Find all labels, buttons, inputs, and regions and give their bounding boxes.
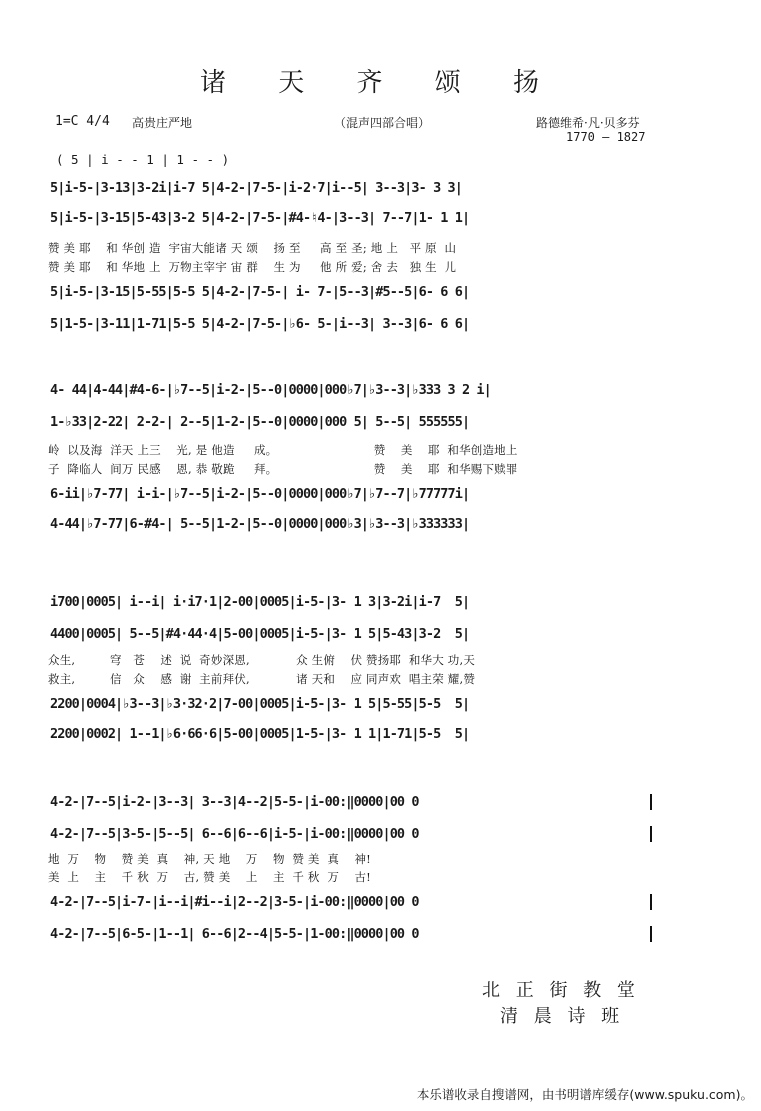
bass-line: 4-2-|7--5|6-5-|1--1| 6--6|2--4|5-5-|1-00:‖0000|00 0 — [50, 926, 419, 942]
church-signature: 北 正 街 教 堂 — [482, 980, 640, 1001]
final-barline — [650, 894, 652, 910]
lyrics-verse-2: 赞 美 耶 和 华地 上 万物主宰宇 宙 群 生 为 他 所 爱; 舍 去 独 生 儿 — [48, 260, 457, 274]
tenor-line: 4-2-|7--5|i-7-|i--i|#i--i|2--2|3-5-|i-00:‖0000|00 0 — [50, 894, 419, 910]
intro-line: ( 5 | i - - 1 | 1 - - ) — [56, 152, 230, 167]
lyrics-verse-1: 众生, 穹 苍 述 说 奇妙深恩, 众 生俯 伏 赞扬耶 和华大 功,天 — [48, 653, 476, 667]
bass-line: 2200|0002| 1--1|♭6·66·6|5-00|0005|1-5-|3- 1 1|1-71|5-5 5| — [50, 726, 470, 742]
lyrics-verse-2: 子 降临人 间万 民感 恩, 恭 敬跪 拜。 赞 美 耶 和华赐下赎罪 — [48, 462, 518, 476]
composer-name: 路德维希·凡·贝多芬 — [536, 116, 640, 130]
tenor-line: 5|i-5-|3-15|5-55|5-5 5|4-2-|7-5-| i- 7-|5--3|#5--5|6- 6 6| — [50, 284, 470, 300]
alto-line: 4400|0005| 5--5|#4·44·4|5-00|0005|i-5-|3- 1 5|5-43|3-2 5| — [50, 626, 470, 642]
tenor-line: 6-ii|♭7-77| i-i-|♭7--5|i-2-|5--0|0000|000♭7|♭7--7|♭77777i| — [50, 486, 470, 502]
soprano-line: 4- 44|4-44|#4-6-|♭7--5|i-2-|5--0|0000|000♭7|♭3--3|♭333 3 2 i| — [50, 382, 491, 398]
soprano-line: i700|0005| i--i| i·i7·1|2-00|0005|i-5-|3- 1 3|3-2i|i-7 5| — [50, 594, 470, 610]
lyrics-verse-2: 美 上 主 千 秋 万 古, 赞 美 上 主 千 秋 万 古! — [48, 870, 371, 884]
soprano-line: 5|i-5-|3-13|3-2i|i-7 5|4-2-|7-5-|i-2·7|i--5| 3--3|3- 3 3| — [50, 180, 462, 196]
lyrics-verse-1: 赞 美 耶 和 华创 造 宇宙大能诸 天 颂 扬 至 高 至 圣; 地 上 平 原 山 — [48, 241, 457, 255]
source-footer: 本乐谱收录自搜谱网，由书明谱库缓存(www.spuku.com)。 — [416, 1087, 753, 1102]
final-barline — [650, 794, 652, 810]
soprano-line: 4-2-|7--5|i-2-|3--3| 3--3|4--2|5-5-|i-00:‖0000|00 0 — [50, 794, 419, 810]
lyrics-verse-1: 岭 以及海 洋天 上三 光, 是 他造 成。 赞 美 耶 和华创造地上 — [48, 443, 518, 457]
final-barline — [650, 926, 652, 942]
bass-line: 4-44|♭7-77|6-#4-| 5--5|1-2-|5--0|0000|000♭3|♭3--3|♭333333| — [50, 516, 470, 532]
alto-line: 5|i-5-|3-15|5-43|3-2 5|4-2-|7-5-|#4-♮4-|3--3| 7--7|1- 1 1| — [50, 210, 470, 226]
alto-line: 4-2-|7--5|3-5-|5--5| 6--6|6--6|i-5-|i-00:‖0000|00 0 — [50, 826, 419, 842]
tenor-line: 2200|0004|♭3--3|♭3·32·2|7-00|0005|i-5-|3- 1 5|5-55|5-5 5| — [50, 696, 470, 712]
choir-signature: 清 晨 诗 班 — [500, 1006, 625, 1027]
voicing-note: （混声四部合唱） — [334, 116, 431, 130]
page-title: 诸 天 齐 颂 扬 — [199, 68, 562, 98]
alto-line: 1-♭33|2-22| 2-2-| 2--5|1-2-|5--0|0000|000 5| 5--5| 555555| — [50, 414, 470, 430]
lyrics-verse-2: 救主, 信 众 感 谢 主前拜伏, 诸 天和 应 同声欢 唱主荣 耀,赞 — [48, 672, 476, 686]
lyrics-verse-1: 地 万 物 赞 美 真 神, 天 地 万 物 赞 美 真 神! — [48, 852, 371, 866]
bass-line: 5|1-5-|3-11|1-71|5-5 5|4-2-|7-5-|♭6- 5-|i--3| 3--3|6- 6 6| — [50, 316, 470, 332]
tempo-marking: 高贵庄严地 — [132, 116, 193, 130]
key-signature: 1=C 4/4 — [55, 114, 110, 129]
final-barline — [650, 826, 652, 842]
composer-years: 1770 — 1827 — [566, 130, 646, 144]
